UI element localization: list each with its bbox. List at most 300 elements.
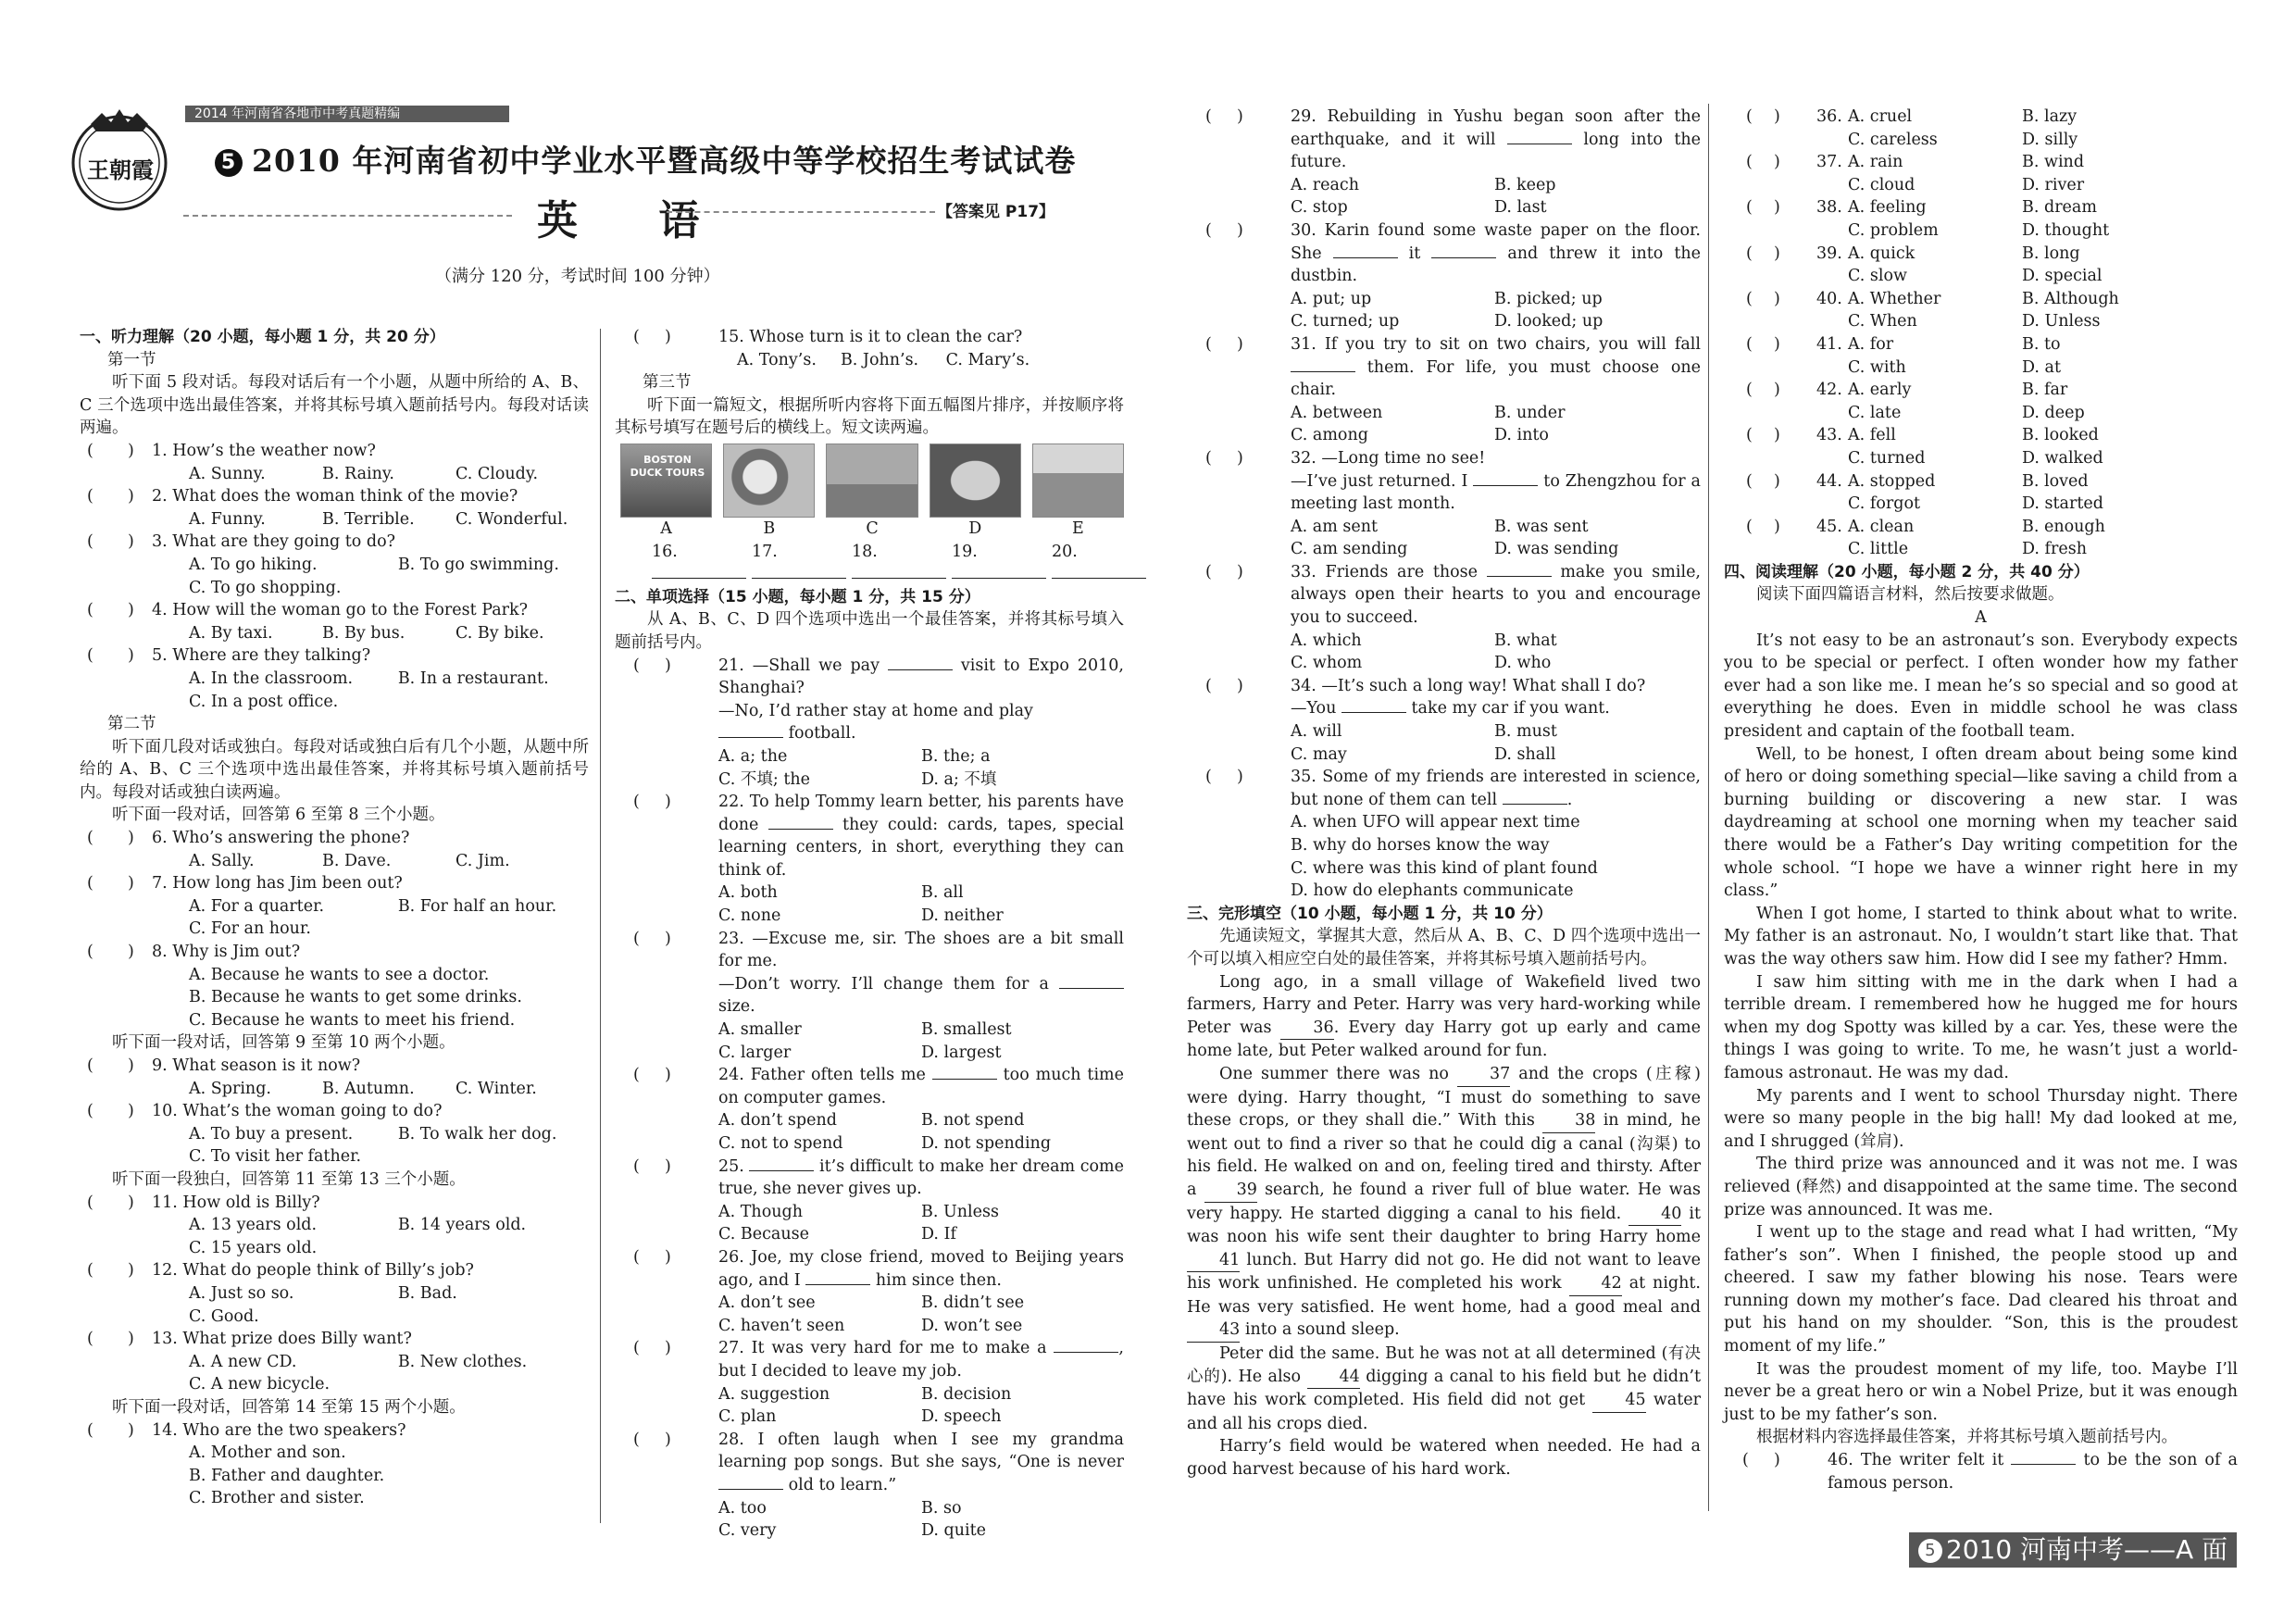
option[interactable]: B. Unless	[921, 1202, 999, 1221]
question-text: 33. Friends are those	[1291, 562, 1479, 581]
option[interactable]: A. between	[1291, 403, 1383, 422]
option[interactable]: C. stop	[1291, 198, 1348, 218]
option[interactable]: C. To go shopping.	[189, 578, 342, 597]
option[interactable]: C. A new bicycle.	[189, 1375, 331, 1394]
options	[615, 1315, 1124, 1338]
option[interactable]: B. loved	[2022, 471, 2089, 491]
options	[80, 850, 589, 873]
instructions: 阅读下面四篇语言材料，然后按要求做题。	[1756, 585, 2065, 605]
option[interactable]: B. In a restaurant.	[397, 669, 549, 688]
answer-blank[interactable]	[932, 1079, 997, 1080]
option[interactable]: C. slow	[1848, 267, 1907, 286]
cloze-blank-45[interactable]: 45	[1592, 1389, 1645, 1413]
options	[1187, 720, 1701, 744]
options	[1187, 538, 1701, 561]
option[interactable]: A. stopped	[1848, 471, 1936, 491]
question-text: 35. Some of my friends are interested in science, but none of them can tell	[1291, 768, 1701, 809]
question-text: 14. Who are the two speakers?	[152, 1420, 406, 1440]
option[interactable]: D. river	[2022, 175, 2085, 194]
option[interactable]: C. Brother and sister.	[189, 1489, 365, 1508]
instructions: 先通读短文，掌握其大意，然后从 A、B、C、D 四个选项中选出一个可以填入相应空白处的最佳答案，并将其标号填入题前括号内。	[1187, 927, 1701, 968]
option[interactable]: C. To visit her father.	[189, 1147, 362, 1167]
option[interactable]: A. don’t spend	[718, 1111, 837, 1131]
option[interactable]: D. won’t see	[921, 1316, 1023, 1335]
option[interactable]: D. thought	[2022, 220, 2110, 240]
passage-text: in mind, he went out to find a river so that he could dig a canal (沟渠) to his field. He walked on and on, feeling tired and thirsty. After a	[1187, 1111, 1701, 1199]
options	[615, 1292, 1124, 1315]
option[interactable]: B. the; a	[921, 746, 991, 766]
option[interactable]: B. long	[2022, 244, 2080, 263]
option[interactable]: C. larger	[718, 1043, 792, 1062]
option[interactable]: A. Funny.	[189, 509, 266, 529]
blank-19[interactable]	[952, 541, 1046, 586]
options	[1187, 310, 1701, 333]
answer-blank[interactable]	[1503, 804, 1567, 805]
question-text: 46. The writer felt it	[1828, 1451, 2004, 1470]
option[interactable]: C. 15 years old.	[189, 1238, 318, 1257]
options	[80, 463, 589, 486]
question-text: 26. Joe, my close friend, moved to Beijing years ago, and I	[718, 1247, 1124, 1290]
reading-paragraph: I saw him sitting with me in the dark when I had a terrible dream. I remembered how he hugged me for hours when my dog Spotty was killed by a car. Yes, these were the things I was going to write. To me, he wasn’t just a world-famous astronaut. He was my dad.	[1724, 972, 2238, 1082]
question-text: 29. Rebuilding in Yushu began soon after the earthquake, and it will	[1291, 107, 1701, 149]
option[interactable]: D. If	[921, 1225, 956, 1244]
question-text: to Zhengzhou for a meeting last month.	[1291, 471, 1701, 514]
question-text: make you smile, always open their hearts to you and encourage you to succeed.	[1291, 562, 1701, 628]
option[interactable]: A. suggestion	[718, 1384, 830, 1404]
option[interactable]: A. cruel	[1848, 107, 1913, 126]
option[interactable]: D. a; 不填	[921, 769, 997, 789]
passage-text: lunch. But Harry did not go. He did not want to leave his work unfinished. He completed his work	[1187, 1250, 1701, 1293]
picture-label: B	[763, 519, 776, 538]
picture-label: E	[1072, 519, 1084, 538]
option[interactable]: A. Mother and son.	[189, 1443, 346, 1463]
cloze-blank-44[interactable]: 44	[1307, 1366, 1360, 1390]
answer-blank[interactable]	[1059, 988, 1124, 989]
cloze-blank-40[interactable]: 40	[1628, 1203, 1681, 1227]
right-column-1	[1187, 106, 1701, 1481]
option[interactable]: B. Autumn.	[322, 1079, 415, 1098]
cloze-blank-39[interactable]: 39	[1204, 1179, 1257, 1203]
answer-blank[interactable]	[1333, 257, 1398, 258]
option[interactable]: A. don’t see	[718, 1293, 816, 1313]
options	[1187, 288, 1701, 311]
cloze-blank-42[interactable]: 42	[1569, 1272, 1622, 1296]
option[interactable]: C. turned; up	[1291, 312, 1400, 331]
answer-blank[interactable]	[1291, 371, 1355, 372]
part-heading: 第二节	[107, 715, 156, 734]
option[interactable]: A. which	[1291, 631, 1362, 650]
option[interactable]: C. Cloudy.	[455, 464, 539, 483]
passage-label: A	[1975, 608, 1987, 628]
question-text: 7. How long has Jim been out?	[152, 874, 403, 893]
blank-number: 16.	[652, 542, 678, 561]
question-text: it’s difficult to make her dream come true, she never gives up.	[718, 1156, 1124, 1199]
picture-labels	[615, 518, 1124, 541]
cloze-option-row	[1724, 447, 2238, 470]
option[interactable]: D. looked; up	[1494, 312, 1603, 331]
option[interactable]: C. plan	[718, 1407, 777, 1427]
option[interactable]: C. Jim.	[455, 851, 510, 870]
passage-text: at night. He was very satisfied. He went home, had a good meal and	[1187, 1274, 1701, 1317]
option[interactable]: C. among	[1291, 426, 1368, 445]
option[interactable]: A. early	[1848, 381, 1912, 400]
question-text: to be the son of a famous person.	[1828, 1451, 2238, 1493]
answer-blank[interactable]	[718, 1489, 783, 1490]
question-text: 12. What do people think of Billy’s job?	[152, 1261, 474, 1281]
question-text: 30. Karin found some waste paper on the floor. She	[1291, 220, 1701, 263]
question-4: ( ) 4. How will the woman go to the Forest Park?	[87, 601, 528, 620]
question-27: ( ) 27. It was very hard for me to make a , but I decided to leave my job.	[633, 1339, 1124, 1381]
answer-blank[interactable]	[1054, 1352, 1118, 1353]
option[interactable]: D. deep	[2022, 403, 2085, 422]
option[interactable]: B. Dave.	[322, 851, 392, 870]
passage-text: it was noon his wife sent their daughter to bring Harry home	[1187, 1204, 1701, 1247]
option[interactable]: B. wind	[2022, 153, 2085, 172]
question-text: long into the future.	[1291, 130, 1701, 172]
publisher-logo	[65, 104, 174, 213]
answer-blank[interactable]	[768, 829, 833, 830]
cloze-option-row	[1724, 356, 2238, 380]
answer-blank[interactable]	[749, 1170, 814, 1171]
reading-paragraph: It was the proudest moment of my life, too. Maybe I’ll never be a great hero or win a Nobel Prize, but it was enough just to be my father’s son.	[1724, 1359, 2238, 1424]
passage-text: One summer there was no	[1219, 1064, 1449, 1083]
blank-17[interactable]	[752, 541, 846, 586]
question-text: .	[1566, 790, 1573, 809]
option[interactable]: A. Sally.	[189, 851, 255, 870]
question-29: ( ) 29. Rebuilding in Yushu began soon after the earthquake, and it will long into the future.	[1205, 107, 1701, 172]
question-text: 23. —Excuse me, sir. The shoes are a bit small for me.	[718, 929, 1124, 971]
option[interactable]: A. To go hiking.	[189, 555, 318, 574]
option[interactable]: B. Father and daughter.	[189, 1466, 385, 1485]
option[interactable]: B. smallest	[921, 1020, 1012, 1040]
cloze-blank-38[interactable]: 38	[1542, 1109, 1595, 1133]
option[interactable]: A. clean	[1848, 517, 1915, 536]
option[interactable]: C. very	[718, 1521, 777, 1541]
question-text: 25.	[718, 1156, 744, 1176]
question-text: —Don’t worry. I’ll change them for a	[718, 974, 1049, 993]
option[interactable]: A. reach	[1291, 175, 1359, 194]
question-text: 28. I often laugh when I see my grandma learning pop songs. But she says, “One is never	[718, 1430, 1124, 1472]
question-text: 22. To help Tommy learn better, his parents have done	[718, 793, 1124, 834]
option[interactable]: A. For a quarter.	[189, 896, 325, 916]
option[interactable]: B. didn’t see	[921, 1293, 1025, 1313]
option[interactable]: D. not spending	[921, 1134, 1052, 1153]
option[interactable]: C. where was this kind of plant found	[1291, 858, 1598, 878]
option[interactable]: B. Rainy.	[322, 464, 394, 483]
subject-title: 英 语	[537, 197, 733, 244]
answer-blank[interactable]	[1473, 485, 1538, 486]
option[interactable]: C. am sending	[1291, 540, 1408, 559]
answer-blank[interactable]	[1341, 712, 1406, 713]
option[interactable]: A. 13 years old.	[189, 1216, 318, 1235]
option[interactable]: D. last	[1494, 198, 1547, 218]
part-heading: 第一节	[107, 350, 156, 369]
option[interactable]: B. 14 years old.	[397, 1216, 527, 1235]
option[interactable]: B. lazy	[2022, 107, 2078, 126]
answer-blank[interactable]	[2011, 1464, 2076, 1465]
blank-20[interactable]	[1052, 541, 1146, 586]
question-34-reply	[1187, 697, 1701, 720]
option[interactable]: A. put; up	[1291, 289, 1372, 308]
option[interactable]: C. Wonderful.	[455, 509, 568, 529]
answer-reference: 【答案见 P17】	[937, 203, 1055, 221]
picture-label: A	[660, 519, 672, 538]
option[interactable]: C. turned	[1848, 448, 1926, 468]
question-text: 24. Father often tells me	[718, 1066, 926, 1085]
option[interactable]: D. speech	[921, 1407, 1002, 1427]
option[interactable]: D. started	[2022, 494, 2103, 514]
option[interactable]: A. In the classroom.	[189, 669, 354, 688]
title-rule-right	[667, 211, 935, 213]
answer-blank[interactable]	[1431, 257, 1496, 258]
option[interactable]: B. John’s.	[840, 350, 919, 369]
option[interactable]: D. largest	[921, 1043, 1002, 1062]
options	[1187, 174, 1701, 197]
exam-meta: （满分 120 分，考试时间 100 分钟）	[435, 267, 720, 286]
passage-text: digging a canal to his field but he didn’t have his work completed. His field did not get	[1187, 1367, 1701, 1410]
cloze-option-row	[1724, 310, 2238, 333]
question-text: 1. How’s the weather now?	[152, 441, 376, 460]
option[interactable]: B. New clothes.	[397, 1352, 528, 1371]
option[interactable]: C. forgot	[1848, 494, 1921, 514]
cloze-blank-43[interactable]: 43	[1187, 1318, 1240, 1343]
cloze-option-row: ( ) 37. A. rain B. wind	[1724, 151, 2238, 174]
options	[80, 1123, 589, 1146]
answer-blank[interactable]	[1487, 576, 1552, 577]
cloze-blank-36[interactable]: 36	[1280, 1017, 1333, 1041]
options	[1187, 424, 1701, 447]
middle-column	[615, 326, 1124, 1543]
cloze-blank-37[interactable]: 37	[1457, 1063, 1510, 1087]
option[interactable]: B. was sent	[1494, 517, 1589, 536]
reading-paragraph: It’s not easy to be an astronaut’s son. Everybody expects you to be special or perfect. I often wonder how my father ever had a son like me. I mean he’s so special and so good at everything he does. Even in middle school he was class president and captain of the football team.	[1724, 631, 2238, 742]
option[interactable]: A. will	[1291, 722, 1342, 742]
option[interactable]: D. special	[2022, 267, 2103, 286]
option[interactable]: A. Sunny.	[189, 464, 266, 483]
passage-text: and the crops (庄稼) were dying. Harry thought, “I must do something to save these crops, or they shall die.” With this	[1187, 1064, 1701, 1131]
answer-blank[interactable]	[718, 737, 783, 738]
option[interactable]: C. not to spend	[718, 1134, 843, 1153]
option[interactable]: A. Spring.	[189, 1079, 271, 1098]
question-text: 6. Who’s answering the phone?	[152, 829, 410, 848]
option[interactable]: C. careless	[1848, 130, 1938, 149]
question-35: ( ) 35. Some of my friends are interested in science, but none of them can tell .	[1205, 768, 1701, 809]
option[interactable]: B. to	[2022, 334, 2061, 354]
cloze-question-number: 38.	[1816, 198, 1842, 218]
picture-row	[615, 444, 1124, 518]
option[interactable]: D. walked	[2022, 448, 2103, 468]
option[interactable]: C. Mary’s.	[945, 350, 1030, 369]
options	[80, 1078, 589, 1101]
option[interactable]: C. By bike.	[455, 623, 544, 643]
question-3: ( ) 3. What are they going to do?	[87, 532, 395, 552]
options	[80, 1282, 589, 1306]
question-text: 15. Whose turn is it to clean the car?	[718, 328, 1023, 346]
option[interactable]: B. far	[2022, 381, 2068, 400]
option[interactable]: B. so	[921, 1498, 962, 1518]
lead-in: 听下面一段对话，回答第 6 至第 8 三个小题。	[112, 806, 445, 825]
option[interactable]: B. Because he wants to get some drinks.	[189, 988, 522, 1007]
question-1: ( ) 1. How’s the weather now?	[87, 441, 376, 460]
picture-b	[723, 444, 815, 518]
question-33: ( ) 33. Friends are those make you smile, always open their hearts to you and encourage you to succeed.	[1205, 562, 1701, 628]
question-25: ( ) 25. it’s difficult to make her dream come true, she never gives up.	[633, 1156, 1124, 1199]
option[interactable]: D. how do elephants communicate	[1291, 881, 1574, 901]
options	[1187, 196, 1701, 219]
instructions: 从 A、B、C、D 四个选项中选出一个最佳答案，并将其标号填入题前括号内。	[615, 610, 1124, 652]
option[interactable]: A. Because he wants to see a doctor.	[189, 965, 490, 984]
option[interactable]: B. all	[921, 883, 964, 903]
option[interactable]: C. In a post office.	[189, 692, 339, 711]
option[interactable]: A. fell	[1848, 426, 1896, 445]
cloze-option-row: ( ) 41. A. for B. to	[1724, 333, 2238, 356]
picture-label: C	[866, 519, 879, 538]
option[interactable]: A. Tony’s.	[737, 350, 817, 369]
option[interactable]: C. Good.	[189, 1306, 259, 1326]
reading-paragraph: Well, to be honest, I often dream about being some kind of hero or doing something special—like saving a child from a burning building or discovering a new star. I was daydreaming at school one morning when my teacher said there would be a Father’s Day writing competition for the whole school. “I hope we have a winner right here in my class.”	[1724, 744, 2238, 901]
title-rule-left	[183, 215, 512, 217]
picture-a	[620, 444, 712, 518]
options	[615, 905, 1124, 928]
option[interactable]: D. who	[1494, 654, 1552, 673]
passage-text: into a sound sleep.	[1244, 1320, 1400, 1340]
option[interactable]: A. A new CD.	[189, 1352, 297, 1371]
option[interactable]: C. For an hour.	[189, 919, 311, 939]
option[interactable]: C. may	[1291, 744, 1347, 764]
cloze-option-row: ( ) 38. A. feeling B. dream	[1724, 196, 2238, 219]
option[interactable]: B. Bad.	[397, 1283, 457, 1303]
option[interactable]: B. By bus.	[322, 623, 406, 643]
option[interactable]: A. rain	[1848, 153, 1903, 172]
option[interactable]: A. Whether	[1848, 289, 1941, 308]
instructions: 听下面一篇短文，根据所听内容将下面五幅图片排序，并按顺序将其标号填写在题号后的横线上。短文读两遍。	[615, 395, 1124, 438]
option[interactable]: B. To go swimming.	[397, 555, 559, 574]
option[interactable]: C. When	[1848, 312, 1917, 331]
option[interactable]: B. picked; up	[1494, 289, 1603, 308]
question-5: ( ) 5. Where are they talking?	[87, 646, 371, 666]
question-32-reply	[1187, 470, 1701, 516]
option[interactable]: C. problem	[1848, 220, 1939, 240]
option[interactable]: D. shall	[1494, 744, 1556, 764]
option[interactable]: B. decision	[921, 1384, 1012, 1404]
option[interactable]: D. was sending	[1494, 540, 1619, 559]
option[interactable]: B. must	[1494, 722, 1557, 742]
option[interactable]: B. keep	[1494, 175, 1556, 194]
option[interactable]: D. fresh	[2022, 540, 2087, 559]
option[interactable]: A. Though	[718, 1202, 803, 1221]
question-text: 13. What prize does Billy want?	[152, 1330, 412, 1349]
option[interactable]: A. both	[718, 883, 778, 903]
option[interactable]: D. into	[1494, 426, 1549, 445]
section-heading: 三、完形填空（10 小题，每小题 1 分，共 10 分）	[1187, 904, 1553, 923]
option[interactable]: C. Because	[718, 1225, 809, 1244]
options	[615, 1109, 1124, 1132]
cloze-blank-41[interactable]: 41	[1187, 1249, 1240, 1273]
option[interactable]: A. am sent	[1291, 517, 1378, 536]
column-divider	[1708, 104, 1709, 1511]
option[interactable]: A. By taxi.	[189, 623, 273, 643]
question-text: 34. —It’s such a long way! What shall I do?	[1291, 676, 1646, 695]
answer-blank[interactable]	[888, 669, 953, 670]
option[interactable]: B. looked	[2022, 426, 2099, 445]
passage-text: . Every day Harry got up early and came home late, but Peter walked around for fun.	[1187, 1018, 1701, 1061]
option[interactable]: C. Because he wants to meet his friend.	[189, 1010, 516, 1030]
option[interactable]: B. why do horses know the way	[1291, 836, 1550, 855]
cloze-option-row	[1724, 493, 2238, 516]
blank-18[interactable]	[852, 541, 946, 586]
question-text: 4. How will the woman go to the Forest Park?	[152, 601, 528, 620]
option[interactable]: B. under	[1494, 403, 1566, 422]
option[interactable]: C. little	[1848, 540, 1909, 559]
answer-blank[interactable]	[805, 1284, 870, 1285]
option[interactable]: A. Just so so.	[189, 1283, 294, 1303]
option[interactable]: C. Winter.	[455, 1079, 537, 1098]
option[interactable]: A. quick	[1848, 244, 1915, 263]
question-21-reply	[615, 700, 1124, 745]
reading-paragraph: My parents and I went to school Thursday night. There were so many people in the big hall! My dad looked at me, and I shrugged (耸肩).	[1724, 1086, 2238, 1151]
option[interactable]: B. enough	[2022, 517, 2105, 536]
question-text: and threw it into the dustbin.	[1291, 244, 1701, 286]
cloze-paragraph	[1187, 971, 1701, 1063]
option[interactable]: A. a; the	[718, 746, 788, 766]
option[interactable]: A. too	[718, 1498, 767, 1518]
cloze-option-row	[1724, 265, 2238, 288]
option[interactable]: B. dream	[2022, 198, 2097, 218]
cloze-option-row: ( ) 42. A. early B. far	[1724, 379, 2238, 402]
option[interactable]: A. for	[1848, 334, 1894, 354]
option[interactable]: B. To walk her dog.	[397, 1124, 557, 1143]
question-26: ( ) 26. Joe, my close friend, moved to Beijing years ago, and I him since then.	[633, 1247, 1124, 1290]
option[interactable]: B. what	[1494, 631, 1557, 650]
options	[80, 508, 589, 531]
option[interactable]: D. neither	[921, 906, 1004, 926]
option[interactable]: B. Although	[2022, 289, 2119, 308]
passage-text: search, he found a river full of blue water. He was very happy. He started digging a canal to his field.	[1187, 1180, 1701, 1223]
option[interactable]: C. none	[718, 906, 781, 926]
option[interactable]: B. not spend	[921, 1111, 1025, 1131]
option[interactable]: B. Terrible.	[322, 509, 415, 529]
lead-in: 听下面一段对话，回答第 14 至第 15 两个小题。	[112, 1397, 466, 1417]
option[interactable]: A. when UFO will appear next time	[1291, 813, 1580, 832]
options	[615, 1383, 1124, 1406]
option[interactable]: C. 不填; the	[718, 769, 811, 789]
option[interactable]: C. cloud	[1848, 175, 1915, 194]
option[interactable]: C. with	[1848, 357, 1906, 377]
blank-16[interactable]	[652, 541, 746, 586]
option[interactable]: A. feeling	[1848, 198, 1927, 218]
cloze-option-row	[1724, 174, 2238, 197]
cloze-option-row: ( ) 45. A. clean B. enough	[1724, 516, 2238, 539]
question-8: ( ) 8. Why is Jim out?	[87, 943, 301, 962]
question-22: ( ) 22. To help Tommy learn better, his parents have done they could: cards, tapes, special learning centers, in short, everything they can think of.	[633, 793, 1124, 880]
option[interactable]: D. Unless	[2022, 312, 2101, 331]
blank-number: 18.	[852, 542, 878, 561]
question-text: size.	[718, 997, 755, 1017]
option[interactable]: C. haven’t seen	[718, 1316, 845, 1335]
option[interactable]: D. silly	[2022, 130, 2078, 149]
cloze-paragraph	[1187, 1343, 1701, 1435]
option[interactable]: C. whom	[1291, 654, 1363, 673]
option[interactable]: A. To buy a present.	[189, 1124, 354, 1143]
option[interactable]: B. For half an hour.	[397, 896, 557, 916]
option[interactable]: D. quite	[921, 1521, 986, 1541]
instructions: 听下面 5 段对话。每段对话后有一个小题，从题中所给的 A、B、C 三个选项中选出最佳答案，并将其标号填入题前括号内。每段对话读两遍。	[80, 373, 589, 438]
question-23: ( ) 23. —Excuse me, sir. The shoes are a bit small for me.	[633, 929, 1124, 971]
option[interactable]: C. late	[1848, 403, 1902, 422]
option[interactable]: A. smaller	[718, 1020, 802, 1040]
option[interactable]: D. at	[2022, 357, 2061, 377]
picture-e	[1032, 444, 1124, 518]
